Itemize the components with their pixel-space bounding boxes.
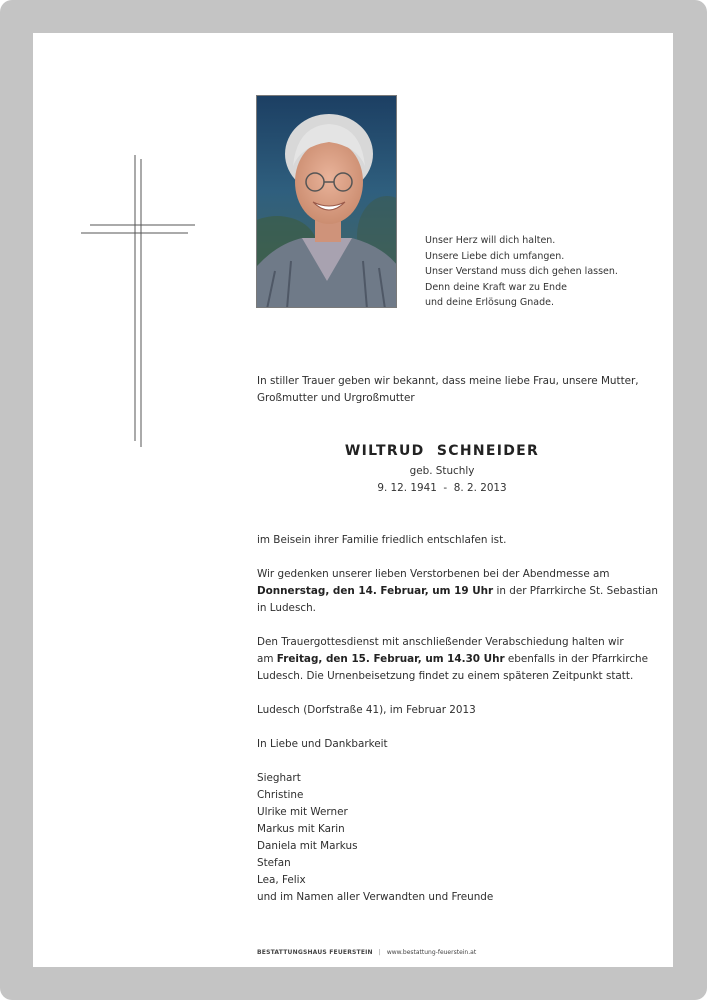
passed-text: im Beisein ihrer Familie friedlich entschlafen ist. (257, 534, 507, 546)
mourner-item: Sieghart (257, 772, 301, 784)
mourners-list (257, 770, 493, 906)
birth-name: geb. Stuchly (409, 465, 475, 477)
announcement (257, 373, 639, 407)
footer-url[interactable]: www.bestattung-feuerstein.at (386, 949, 477, 956)
life-dates: 9. 12. 1941 - 8. 2. 2013 (377, 482, 507, 494)
service-line: Ludesch. Die Urnenbeisetzung findet zu einem späteren Zeitpunkt statt. (257, 670, 634, 682)
mass-line (257, 583, 658, 600)
announcement-line: In stiller Trauer geben wir bekannt, dass meine liebe Frau, unsere Mutter, (257, 375, 639, 387)
poem-line: Denn deine Kraft war zu Ende (425, 281, 567, 293)
service-line: Den Trauergottesdienst mit anschließender Verabschiedung halten wir (257, 636, 624, 648)
mourner-item: und im Namen aller Verwandten und Freunde (257, 891, 494, 903)
portrait-photo (256, 95, 397, 308)
footer (257, 949, 476, 956)
service-date: Freitag, den 15. Februar, um 14.30 Uhr (276, 653, 505, 665)
mourner-item: Christine (257, 789, 304, 801)
funeral-service-paragraph (257, 634, 648, 685)
mass-date: Donnerstag, den 14. Februar, um 19 Uhr (257, 585, 494, 597)
service-line (257, 651, 648, 668)
mourner-item: Markus mit Karin (257, 823, 345, 835)
mourner-item: Ulrike mit Werner (257, 806, 348, 818)
mourner-item: Lea, Felix (257, 874, 306, 886)
mourner-item: Stefan (257, 857, 291, 869)
evening-mass-paragraph (257, 566, 658, 617)
closing-text: In Liebe und Dankbarkeit (257, 738, 388, 750)
poem-line: und deine Erlösung Gnade. (425, 297, 554, 308)
mass-location: in der Pfarrkirche St. Sebastian (493, 585, 658, 597)
place-date: Ludesch (Dorfstraße 41), im Februar 2013 (257, 704, 476, 716)
poem-line: Unser Verstand muss dich gehen lassen. (425, 266, 618, 277)
footer-brand: BESTATTUNGSHAUS FEUERSTEIN (257, 949, 373, 956)
mourner-item: Daniela mit Markus (257, 840, 358, 852)
poem-line: Unsere Liebe dich umfangen. (425, 250, 565, 262)
cross-icon (33, 33, 213, 453)
mass-line: in Ludesch. (257, 602, 316, 614)
poem (425, 233, 618, 311)
announcement-line: Großmutter und Urgroßmutter (257, 392, 415, 404)
mass-line: Wir gedenken unserer lieben Verstorbenen bei der Abendmesse am (257, 568, 610, 580)
service-location: ebenfalls in der Pfarrkirche (504, 653, 649, 665)
service-prefix: am (257, 653, 277, 665)
footer-separator: | (378, 949, 381, 956)
obituary-page (33, 33, 673, 967)
deceased-name: WILTRUD SCHNEIDER (344, 443, 540, 459)
poem-line: Unser Herz will dich halten. (425, 235, 556, 246)
